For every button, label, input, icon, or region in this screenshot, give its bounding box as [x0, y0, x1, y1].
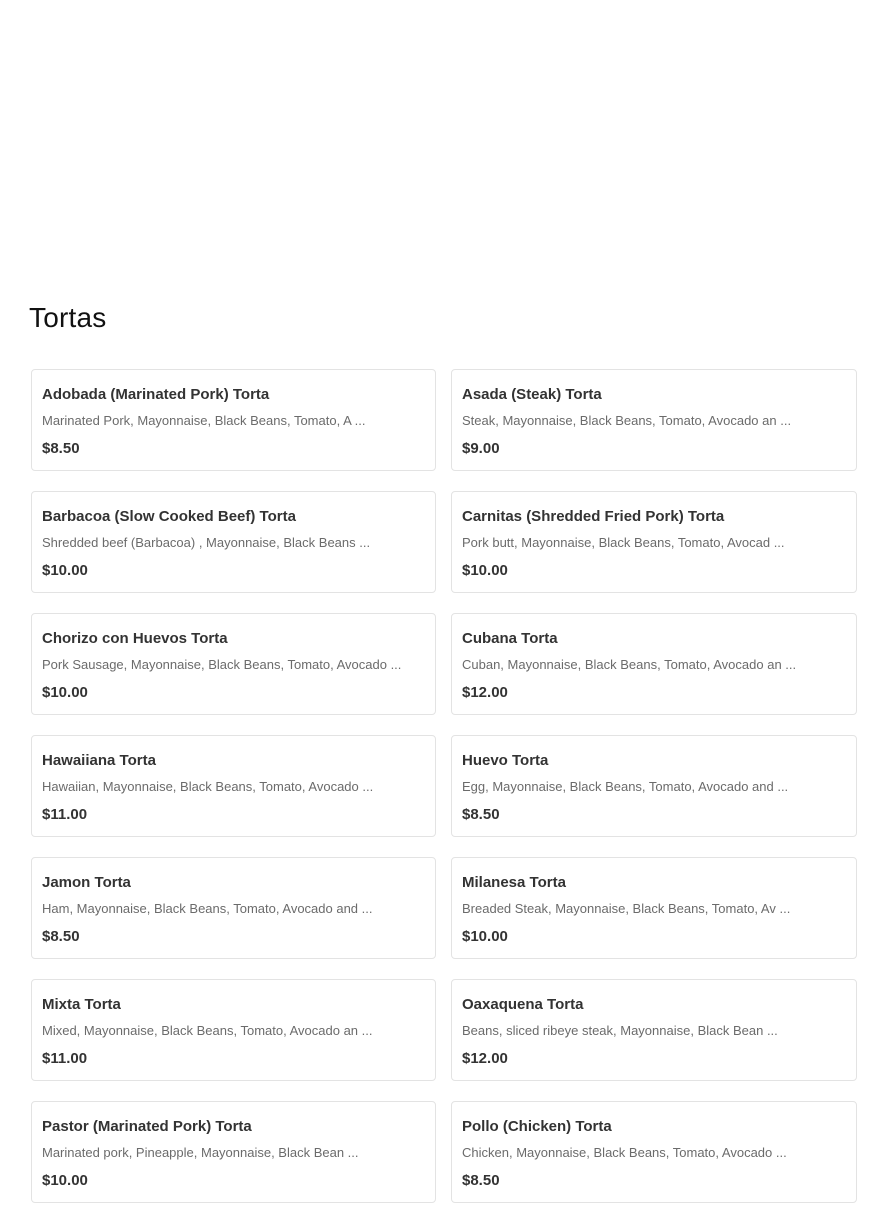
menu-item-name: Jamon Torta	[42, 874, 131, 891]
menu-item-name: Adobada (Marinated Pork) Torta	[42, 386, 270, 403]
menu-item-price: $11.00	[42, 806, 88, 823]
menu-item-name: Hawaiiana Torta	[42, 752, 156, 769]
menu-item-name: Carnitas (Shredded Fried Pork) Torta	[462, 508, 725, 525]
section-title: Tortas	[29, 302, 107, 333]
menu-item-description: Shredded beef (Barbacoa) , Mayonnaise, Black Beans ...	[42, 535, 371, 550]
menu-item-card[interactable]	[31, 857, 436, 959]
menu-item-price: $8.50	[42, 928, 80, 945]
menu-item-price: $8.50	[462, 1172, 500, 1189]
menu-item-description: Egg, Mayonnaise, Black Beans, Tomato, Avocado and ...	[462, 779, 789, 794]
menu-item-price: $10.00	[462, 562, 508, 579]
menu-item-price: $8.50	[42, 440, 80, 457]
menu-item-description: Steak, Mayonnaise, Black Beans, Tomato, Avocado an ...	[462, 413, 792, 428]
menu-item-description: Pork Sausage, Mayonnaise, Black Beans, Tomato, Avocado ...	[42, 657, 402, 672]
menu-item-description: Chicken, Mayonnaise, Black Beans, Tomato, Avocado ...	[462, 1145, 787, 1160]
menu-item-price: $11.00	[42, 1050, 88, 1067]
menu-item-price: $10.00	[42, 562, 88, 579]
menu-item-name: Milanesa Torta	[462, 874, 566, 891]
menu-item-description: Breaded Steak, Mayonnaise, Black Beans, Tomato, Av ...	[462, 901, 791, 916]
menu-item-card[interactable]	[31, 979, 436, 1081]
menu-item-name: Pollo (Chicken) Torta	[462, 1118, 612, 1135]
menu-item-name: Barbacoa (Slow Cooked Beef) Torta	[42, 508, 296, 525]
menu-item-card[interactable]	[451, 857, 857, 959]
menu-item-card[interactable]	[31, 1101, 436, 1203]
menu-item-name: Chorizo con Huevos Torta	[42, 630, 228, 647]
menu-item-description: Beans, sliced ribeye steak, Mayonnaise, Black Bean ...	[462, 1023, 778, 1038]
menu-item-card[interactable]	[31, 735, 436, 837]
menu-item-description: Cuban, Mayonnaise, Black Beans, Tomato, Avocado an ...	[462, 657, 797, 672]
menu-item-name: Asada (Steak) Torta	[462, 386, 602, 403]
menu-item-name: Oaxaquena Torta	[462, 996, 584, 1013]
menu-item-description: Mixed, Mayonnaise, Black Beans, Tomato, Avocado an ...	[42, 1023, 373, 1038]
menu-item-card[interactable]	[451, 491, 857, 593]
menu-item-description: Marinated Pork, Mayonnaise, Black Beans, Tomato, A ...	[42, 413, 366, 428]
menu-item-grid	[31, 369, 857, 1222]
menu-item-price: $10.00	[42, 684, 88, 701]
menu-item-name: Mixta Torta	[42, 996, 121, 1013]
menu-item-price: $12.00	[462, 1050, 508, 1067]
menu-item-description: Ham, Mayonnaise, Black Beans, Tomato, Avocado and ...	[42, 901, 373, 916]
menu-item-card[interactable]	[451, 613, 857, 715]
menu-item-price: $10.00	[462, 928, 508, 945]
menu-item-card[interactable]	[31, 491, 436, 593]
menu-item-price: $10.00	[42, 1172, 88, 1189]
menu-item-card[interactable]	[451, 369, 857, 471]
menu-item-price: $8.50	[462, 806, 500, 823]
menu-item-card[interactable]	[451, 1101, 857, 1203]
menu-item-name: Cubana Torta	[462, 630, 558, 647]
menu-item-description: Hawaiian, Mayonnaise, Black Beans, Tomato, Avocado ...	[42, 779, 374, 794]
menu-item-card[interactable]	[451, 979, 857, 1081]
menu-item-card[interactable]	[451, 735, 857, 837]
menu-item-name: Pastor (Marinated Pork) Torta	[42, 1118, 252, 1135]
menu-item-card[interactable]	[31, 369, 436, 471]
menu-item-price: $12.00	[462, 684, 508, 701]
menu-item-card[interactable]	[31, 613, 436, 715]
menu-item-description: Marinated pork, Pineapple, Mayonnaise, Black Bean ...	[42, 1145, 359, 1160]
menu-item-price: $9.00	[462, 440, 500, 457]
menu-item-name: Huevo Torta	[462, 752, 549, 769]
menu-item-description: Pork butt, Mayonnaise, Black Beans, Tomato, Avocad ...	[462, 535, 785, 550]
